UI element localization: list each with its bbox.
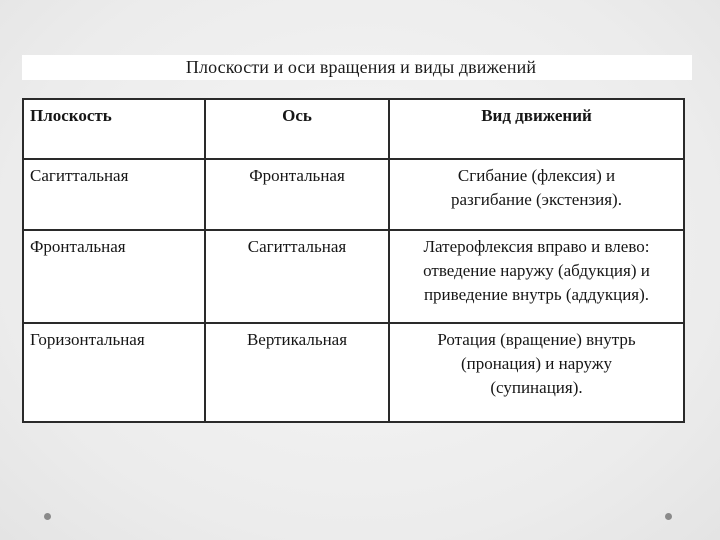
movement-line: приведение внутрь (аддукция). bbox=[423, 285, 650, 304]
movement-line: Сгибание (флексия) и bbox=[457, 166, 616, 185]
movement-line: (супинация). bbox=[490, 378, 583, 397]
header-plane: Плоскость bbox=[23, 99, 205, 159]
dot-icon bbox=[44, 513, 51, 520]
table-header-row bbox=[23, 99, 684, 159]
movement-line: разгибание (экстензия). bbox=[451, 190, 622, 209]
cell-movement bbox=[389, 230, 684, 323]
movement-line: отведение наружу (абдукция) и bbox=[423, 261, 650, 280]
cell-axis: Сагиттальная bbox=[205, 230, 389, 323]
title-bar bbox=[22, 55, 692, 80]
dot-icon bbox=[665, 513, 672, 520]
header-axis: Ось bbox=[205, 99, 389, 159]
slide-title: Плоскости и оси вращения и виды движений bbox=[185, 57, 537, 77]
cell-plane: Сагиттальная bbox=[23, 159, 205, 230]
cell-plane: Фронтальная bbox=[23, 230, 205, 323]
header-movement: Вид движений bbox=[389, 99, 684, 159]
cell-plane: Горизонтальная bbox=[23, 323, 205, 422]
cell-axis: Фронтальная bbox=[205, 159, 389, 230]
movement-line: Ротация (вращение) внутрь bbox=[437, 330, 636, 349]
movement-line: Латерофлексия вправо и влево: bbox=[423, 237, 650, 256]
movements-table bbox=[22, 98, 685, 423]
cell-movement bbox=[389, 159, 684, 230]
table-row bbox=[23, 323, 684, 422]
table-row bbox=[23, 159, 684, 230]
cell-movement bbox=[389, 323, 684, 422]
movement-line: (пронация) и наружу bbox=[460, 354, 613, 373]
movements-table-container bbox=[22, 98, 685, 421]
cell-axis: Вертикальная bbox=[205, 323, 389, 422]
table-row bbox=[23, 230, 684, 323]
